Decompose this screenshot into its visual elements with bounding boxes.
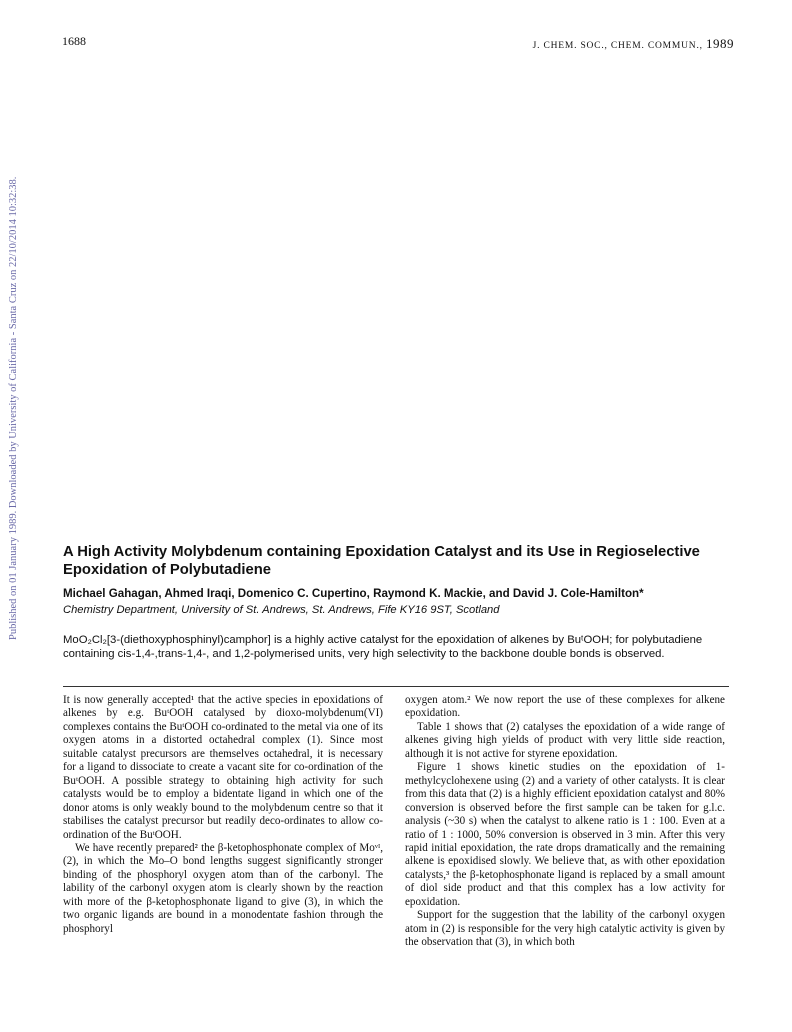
paragraph: It is now generally accepted¹ that the active species in epoxidations of alkenes by e.g. BuᵗOOH catalysed by dioxo-molybdenum(VI) complexes contains the BuᵗOOH co-ordinated to the metal via one of its oxygen atoms in a distorted octahedral complex (1). Since most suitable catalyst precursors are themselves octahedral, it is necessary for a ligand to dissociate to create a vacant site for co-ordination of the BuᵗOOH. A possible strategy to obtaining high activity for such catalysts would be to employ a bidentate ligand in which one of the donor atoms is only weakly bound to the molybdenum centre so that it stabilises the catalyst precursor but readily deco-ordinates to allow co-ordination of the BuᵗOOH. [63,694,383,841]
paragraph: We have recently prepared² the β-ketophosphonate complex of Moᵛᴵ, (2), in which the Mo–O bond lengths suggest significantly stronger binding of the phosphoryl oxygen atom than of the carbonyl. The lability of the carbonyl oxygen atom is clearly shown by the reaction with more of the β-ketophosphonate ligand to give (3), in which the two organic ligands are bound in a monodentate fashion through the phosphoryl [63,841,383,935]
abstract-divider [63,686,729,687]
paragraph: oxygen atom.² We now report the use of these complexes for alkene epoxidation. [405,694,725,720]
body-column-left [63,694,383,936]
body-column-right [405,694,725,950]
download-stamp[interactable]: Published on 01 January 1989. Downloaded by University of California - Santa Cruz on 22/10/2014 10:32:38. [8,176,19,640]
page-number: 1688 [62,34,86,48]
paragraph: Table 1 shows that (2) catalyses the epoxidation of a wide range of alkenes giving high yields of product with very little side reaction, although it is not active for styrene epoxidation. [405,720,725,760]
article-affiliation: Chemistry Department, University of St. Andrews, St. Andrews, Fife KY16 9ST, Scotland [63,604,500,616]
paragraph: Support for the suggestion that the lability of the carbonyl oxygen atom in (2) is responsible for the very high catalytic activity is given by the observation that (3), in which both [405,909,725,949]
journal-header [533,36,734,52]
journal-year: 1989 [706,36,734,51]
article-authors: Michael Gahagan, Ahmed Iraqi, Domenico C. Cupertino, Raymond K. Mackie, and David J. Cole-Hamilton* [63,587,644,600]
article-title: A High Activity Molybdenum containing Epoxidation Catalyst and its Use in Regioselective Epoxidation of Polybutadiene [63,544,700,578]
paragraph: Figure 1 shows kinetic studies on the epoxidation of 1-methylcyclohexene using (2) and a variety of other catalysts. It is clear from this data that (2) is a highly efficient epoxidation catalyst and 80% conversion is observed before the first sample can be taken for g.l.c. analysis (~30 s) when the catalyst to alkene ratio is 1 : 100. Even at a ratio of 1 : 1000, 50% conversion is observed in 3 min. After this very rapid initial epoxidation, the rate drops dramatically and the remaining alkene is epoxidised slowly. We believe that, as with other epoxidation catalysts,³ the β-ketophosphonate ligand is replaced by a small amount of diol side product and that this complex has a low activity for epoxidation. [405,761,725,908]
journal-name: J. CHEM. SOC., CHEM. COMMUN., [532,41,703,51]
article-abstract: MoO₂Cl₂[3-(diethoxyphosphinyl)camphor] is a highly active catalyst for the epoxidation of alkenes by BuᵗOOH; for polybutadiene containing cis-1,4-,trans-1,4-, and 1,2-polymerised units, very high selectivity to the backbone double bonds is observed. [63,634,703,660]
